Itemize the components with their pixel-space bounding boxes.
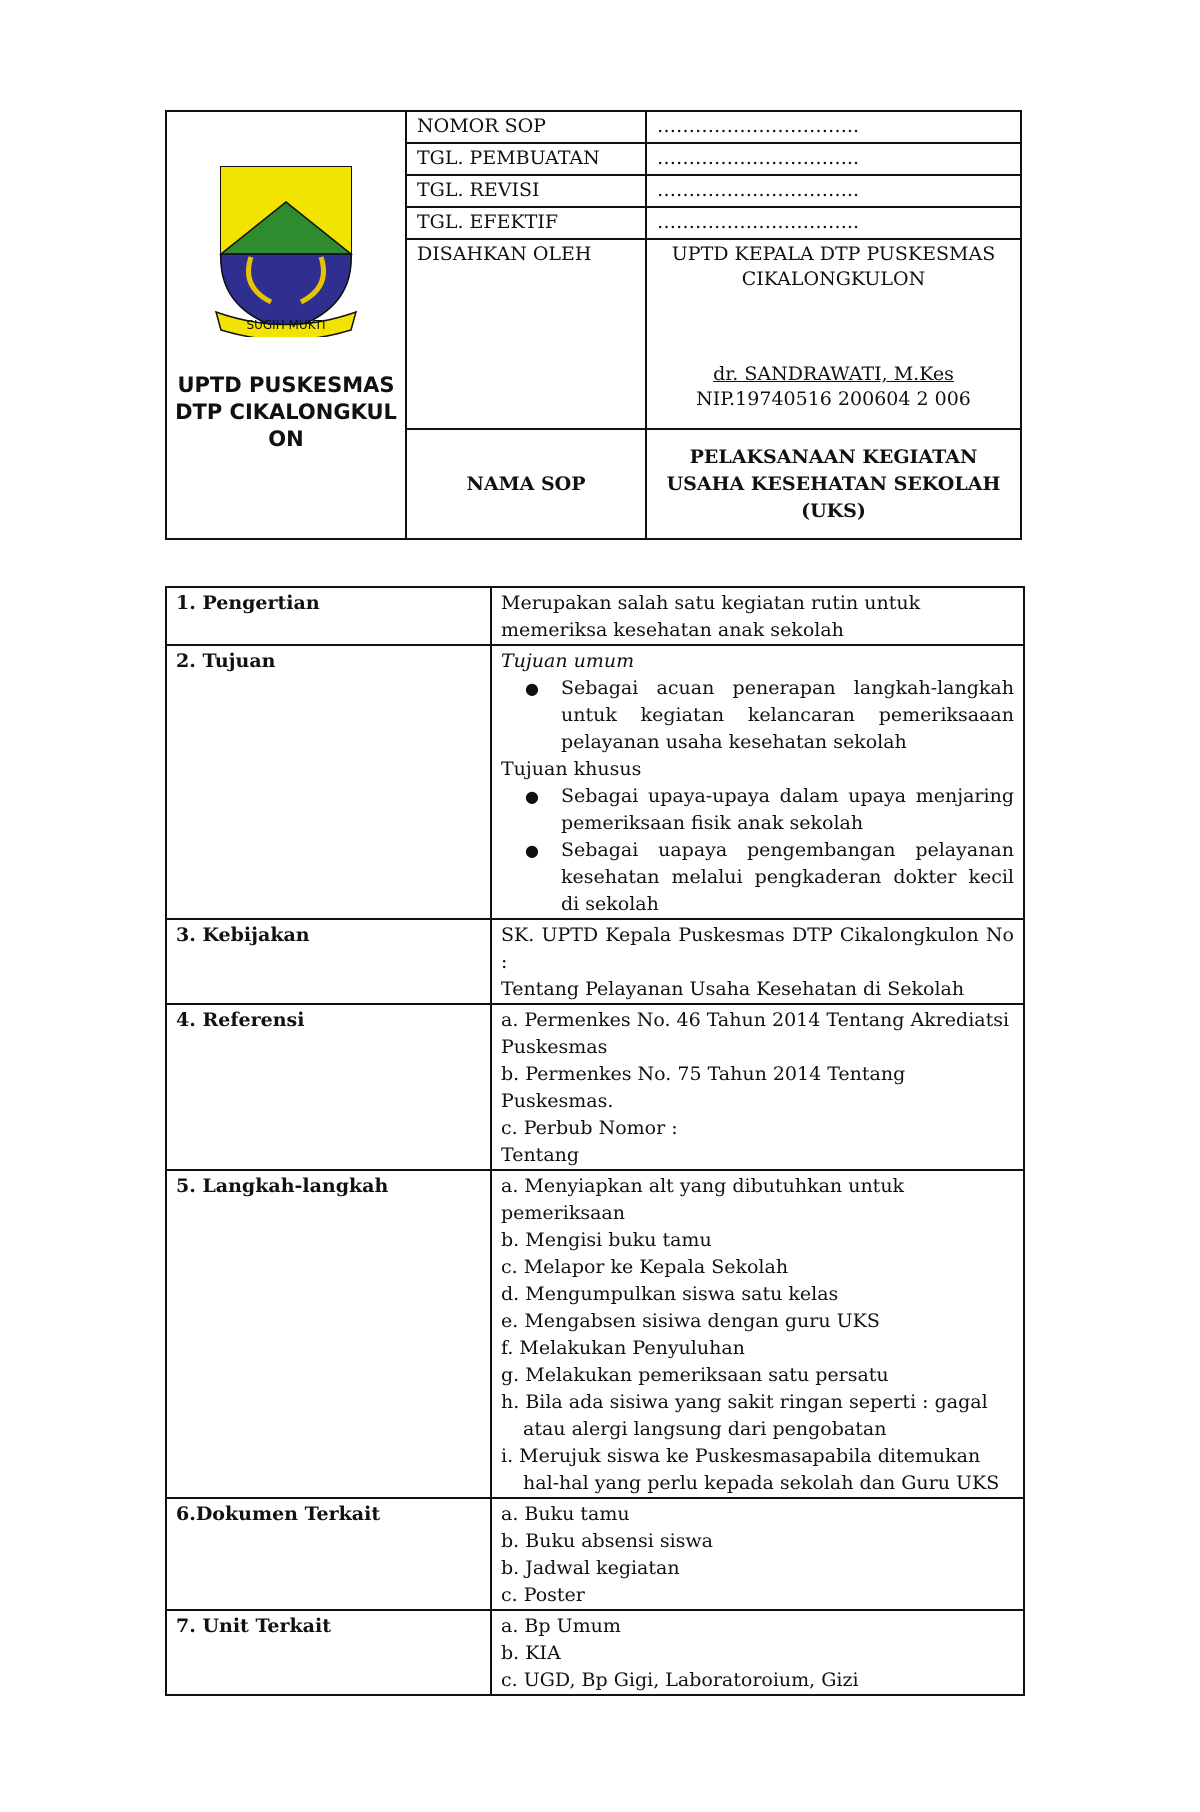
row-unit <box>166 1610 1024 1695</box>
kebijakan-line: SK. UPTD Kepala Puskesmas DTP Cikalongkulon No : <box>501 924 1014 973</box>
dokumen-item: c. Poster <box>501 1584 585 1606</box>
langkah-item: e. Mengabsen sisiwa dengan guru UKS <box>501 1310 880 1332</box>
regency-emblem-icon <box>211 162 361 337</box>
field-value-revisi: ………………………….. <box>646 175 1021 207</box>
sop-header-table <box>165 110 1022 540</box>
langkah-item: h. Bila ada sisiwa yang sakit ringan seperti : gagal atau alergi langsung dari pengobatan <box>501 1391 988 1440</box>
langkah-item: a. Menyiapkan alt yang dibutuhkan untuk pemeriksaan <box>501 1175 905 1224</box>
disahkan-label: DISAHKAN OLEH <box>406 239 646 429</box>
dokumen-item: b. Buku absensi siswa <box>501 1530 713 1552</box>
unit-item: a. Bp Umum <box>501 1615 621 1637</box>
langkah-item: d. Mengumpulkan siswa satu kelas <box>501 1283 839 1305</box>
section-label-referensi: 4. Referensi <box>166 1004 491 1170</box>
langkah-item: f. Melakukan Penyuluhan <box>501 1337 745 1359</box>
tujuan-khusus-item: ● Sebagai uapaya pengembangan pelayanan kesehatan melalui pengkaderan dokter kecil di sekolah <box>561 837 1014 918</box>
row-tujuan <box>166 645 1024 919</box>
dokumen-item: b. Jadwal kegiatan <box>501 1557 680 1579</box>
signer-nip: NIP.19740516 200604 2 006 <box>696 388 971 410</box>
row-kebijakan <box>166 919 1024 1004</box>
section-label-dokumen: 6.Dokumen Terkait <box>166 1498 491 1610</box>
field-label-efektif: TGL. EFEKTIF <box>406 207 646 239</box>
row-dokumen <box>166 1498 1024 1610</box>
langkah-item: g. Melakukan pemeriksaan satu persatu <box>501 1364 889 1386</box>
kebijakan-line: Tentang Pelayanan Usaha Kesehatan di Sekolah <box>501 978 965 1000</box>
field-value-pembuatan: ………………………….. <box>646 143 1021 175</box>
unit-item: b. KIA <box>501 1642 561 1664</box>
referensi-item: c. Perbub Nomor : <box>501 1117 678 1139</box>
logo-cell <box>166 111 406 539</box>
institution-name: UPTD PUSKESMAS DTP CIKALONGKULON <box>175 373 397 451</box>
field-value-nomor: ………………………….. <box>646 111 1021 143</box>
field-label-nomor: NOMOR SOP <box>406 111 646 143</box>
pengertian-text: Merupakan salah satu kegiatan rutin untuk memeriksa kesehatan anak sekolah <box>491 587 1024 645</box>
tujuan-khusus-item: ● Sebagai upaya-upaya dalam upaya menjaring pemeriksaan fisik anak sekolah <box>561 783 1014 837</box>
nama-sop-value: PELAKSANAAN KEGIATAN USAHA KESEHATAN SEKOLAH (UKS) <box>646 429 1021 539</box>
logo-motto: SUGIH MUKTI <box>246 318 326 332</box>
langkah-item: i. Merujuk siswa ke Puskesmasapabila ditemukan hal-hal yang perlu kepada sekolah dan Guru UKS <box>501 1445 1000 1494</box>
row-pengertian <box>166 587 1024 645</box>
tujuan-umum-item: ● Sebagai acuan penerapan langkah-langkah untuk kegiatan kelancaran pemeriksaaan pelayanan usaha kesehatan sekolah <box>561 675 1014 756</box>
field-value-efektif: ………………………….. <box>646 207 1021 239</box>
referensi-item: a. Permenkes No. 46 Tahun 2014 Tentang Akrediatsi Puskesmas <box>501 1009 1010 1058</box>
dokumen-item: a. Buku tamu <box>501 1503 630 1525</box>
row-referensi <box>166 1004 1024 1170</box>
section-label-kebijakan: 3. Kebijakan <box>166 919 491 1004</box>
sop-content-table <box>165 586 1025 1696</box>
section-label-pengertian: 1. Pengertian <box>166 587 491 645</box>
langkah-item: b. Mengisi buku tamu <box>501 1229 712 1251</box>
section-label-tujuan: 2. Tujuan <box>166 645 491 919</box>
referensi-item: b. Permenkes No. 75 Tahun 2014 Tentang Puskesmas. <box>501 1063 906 1112</box>
field-label-pembuatan: TGL. PEMBUATAN <box>406 143 646 175</box>
unit-item: c. UGD, Bp Gigi, Laboratoroium, Gizi <box>501 1669 859 1691</box>
section-label-langkah: 5. Langkah-langkah <box>166 1170 491 1498</box>
langkah-item: c. Melapor ke Kepala Sekolah <box>501 1256 789 1278</box>
section-label-unit: 7. Unit Terkait <box>166 1610 491 1695</box>
signer-name: dr. SANDRAWATI, M.Kes <box>713 363 954 385</box>
disahkan-title: UPTD KEPALA DTP PUSKESMAS CIKALONGKULON <box>671 243 996 290</box>
tujuan-khusus-title: Tujuan khusus <box>501 758 642 780</box>
field-label-revisi: TGL. REVISI <box>406 175 646 207</box>
referensi-item: Tentang <box>501 1144 580 1166</box>
nama-sop-label: NAMA SOP <box>406 429 646 539</box>
disahkan-block <box>646 239 1021 429</box>
tujuan-umum-title: Tujuan umum <box>501 650 635 672</box>
row-langkah <box>166 1170 1024 1498</box>
